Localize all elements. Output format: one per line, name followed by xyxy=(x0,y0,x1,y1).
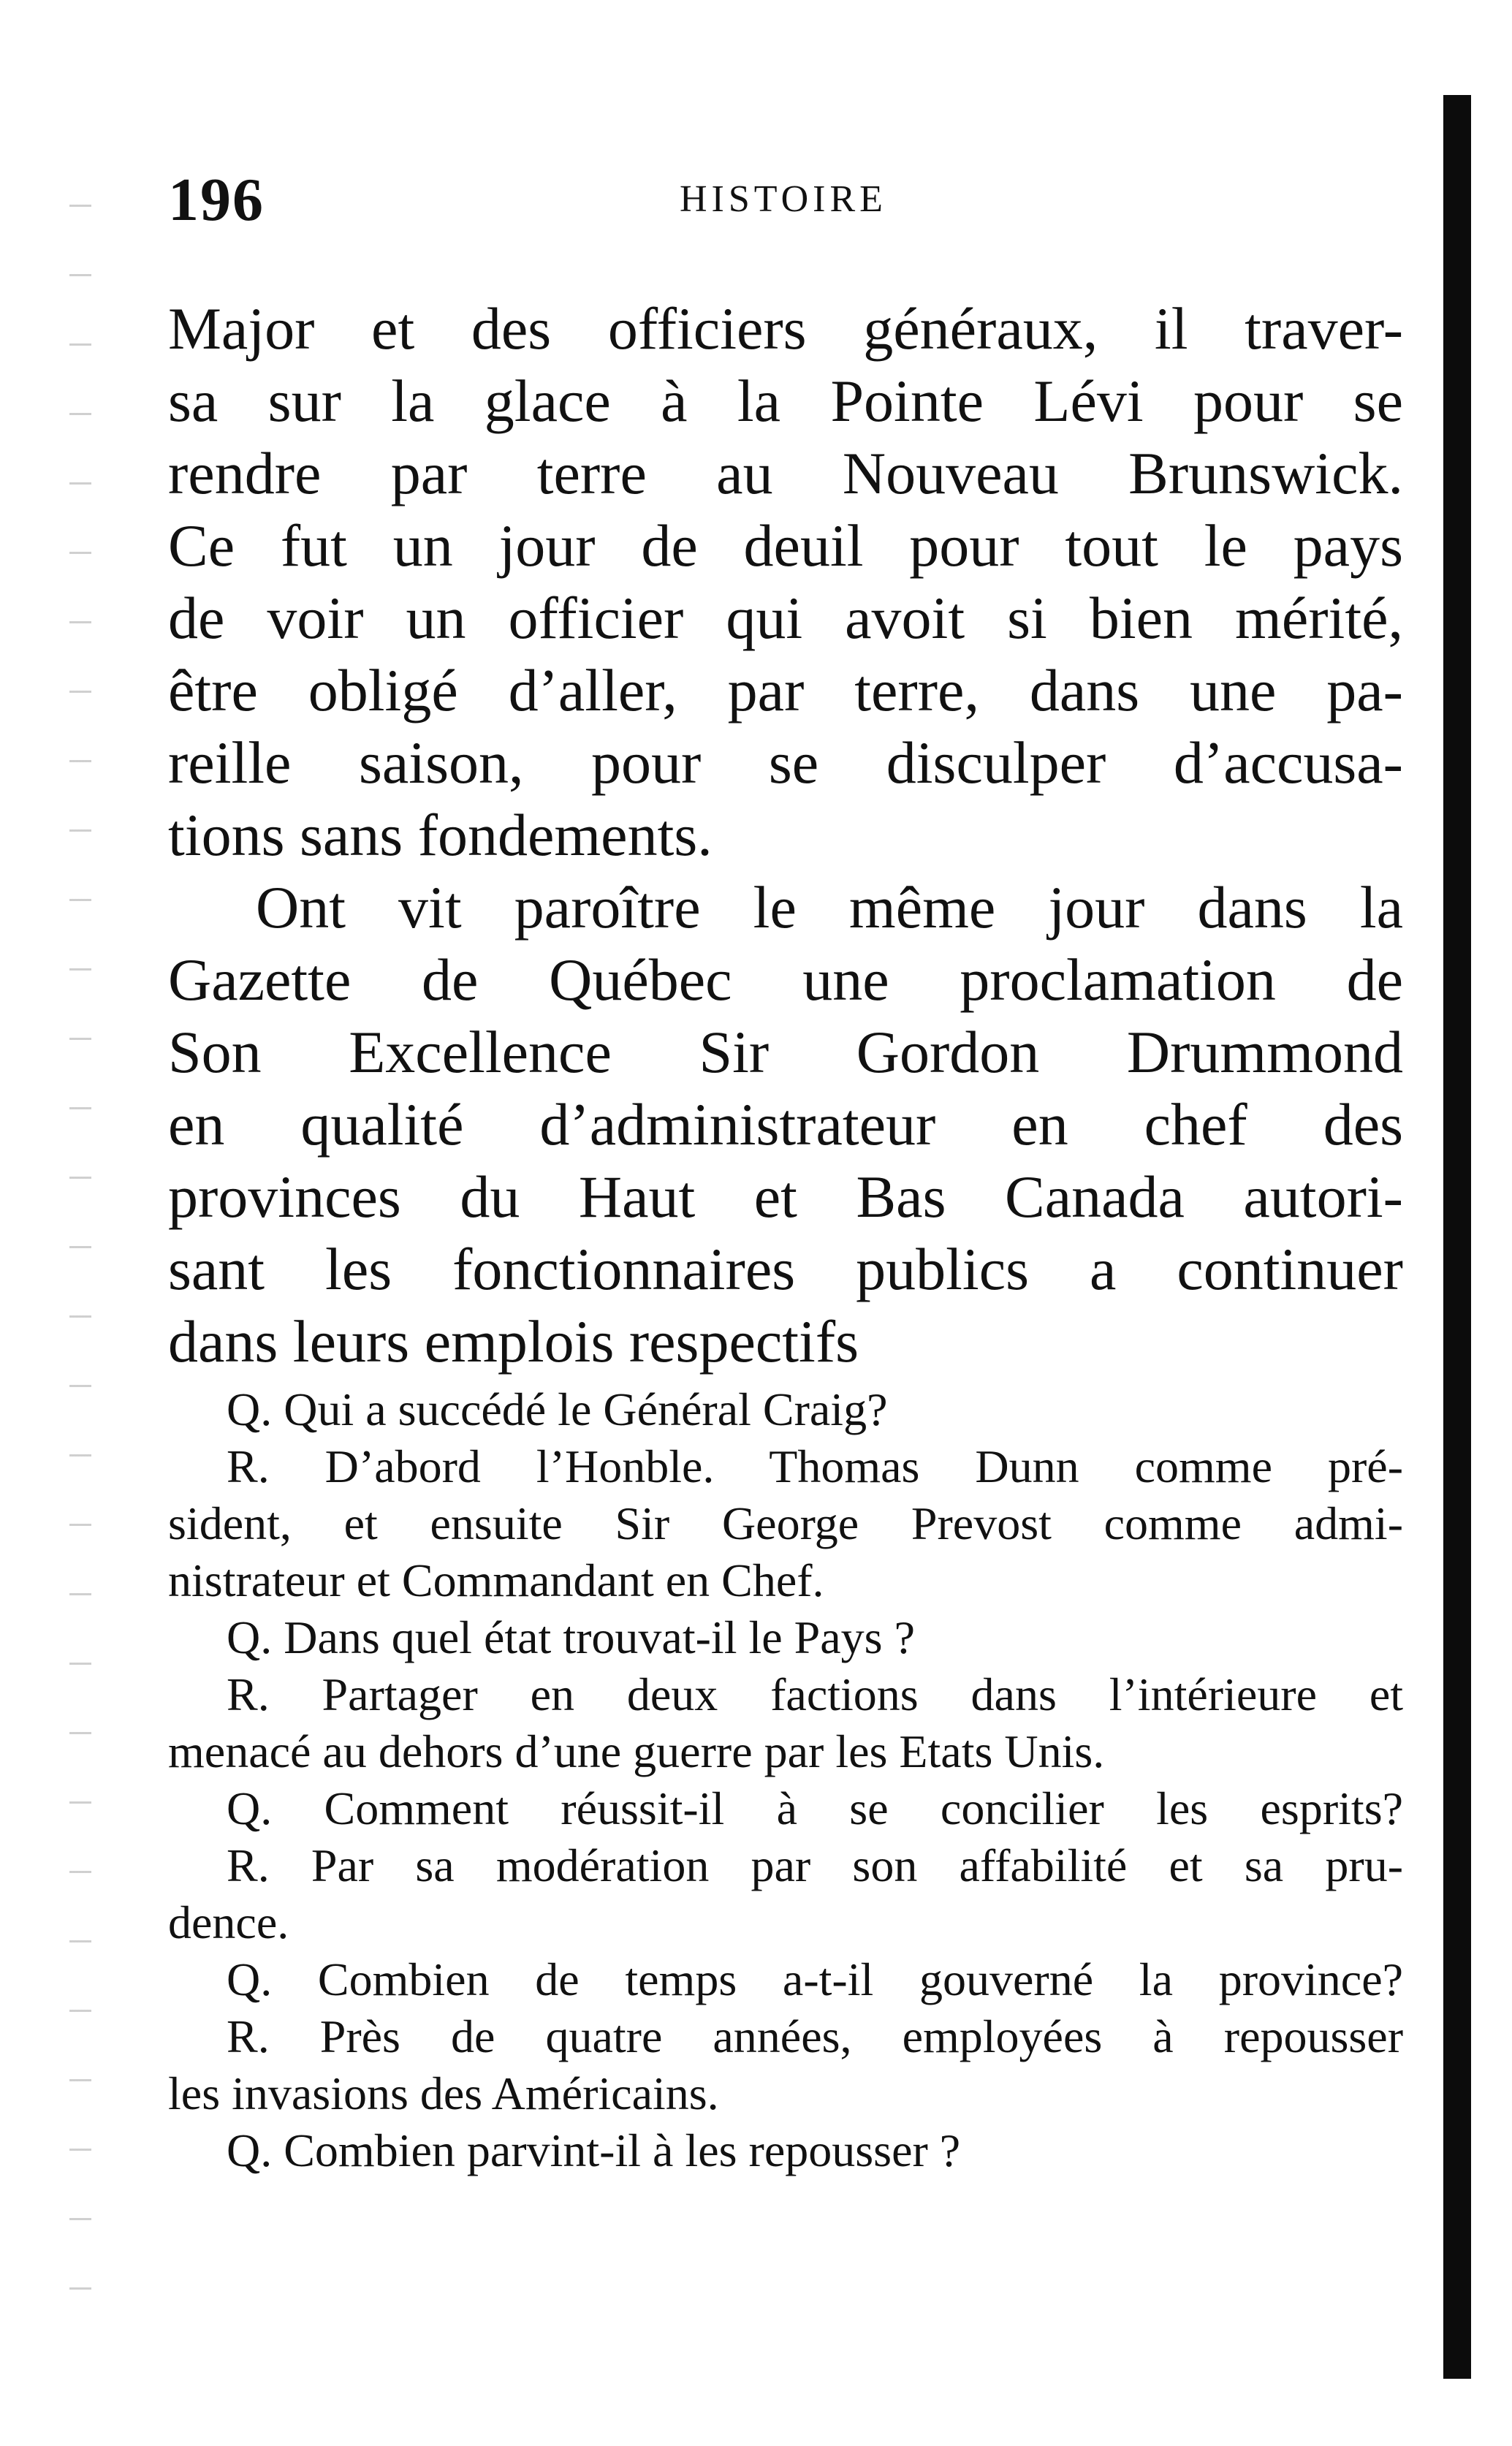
text-line: Major et des officiers généraux, il traver- xyxy=(168,295,1403,362)
text-line: reille saison, pour se disculper d’accusa- xyxy=(168,729,1403,796)
text-line: être obligé d’aller, par terre, dans une pa- xyxy=(168,657,1403,723)
text-line: sant les fonctionnaires publics a continuer xyxy=(168,1236,1403,1302)
margin-specks xyxy=(69,175,91,2353)
question-line: Q. Combien de temps a-t-il gouverné la province? xyxy=(227,1953,1403,2005)
answer-line: nistrateur et Commandant en Chef. xyxy=(168,1554,824,1606)
answer-line: R. Par sa modération par son affabilité et sa pru- xyxy=(227,1839,1403,1891)
text-line: Son Excellence Sir Gordon Drummond xyxy=(168,1019,1403,1085)
answer-line: menacé au dehors d’une guerre par les Etats Unis. xyxy=(168,1725,1105,1777)
question-line: Q. Combien parvint-il à les repousser ? xyxy=(227,2124,961,2176)
text-line: tions sans fondements. xyxy=(168,802,713,868)
text-line: Ce fut un jour de deuil pour tout le pays xyxy=(168,512,1403,579)
text-line: Gazette de Québec une proclamation de xyxy=(168,946,1403,1013)
answer-line: R. D’abord l’Honble. Thomas Dunn comme pré- xyxy=(227,1440,1403,1492)
answer-line: R. Partager en deux factions dans l’intérieure et xyxy=(227,1668,1403,1720)
answer-line: dence. xyxy=(168,1896,289,1948)
question-line: Q. Dans quel état trouvat-il le Pays ? xyxy=(227,1611,915,1663)
body-text xyxy=(168,292,1403,1378)
question-answer-section xyxy=(168,1381,1403,2179)
text-line: provinces du Haut et Bas Canada autori- xyxy=(168,1163,1403,1230)
text-line: dans leurs emplois respectifs xyxy=(168,1308,859,1375)
answer-line: sident, et ensuite Sir George Prevost comme admi- xyxy=(168,1497,1403,1549)
answer-line: R. Près de quatre années, employées à repousser xyxy=(227,2010,1403,2062)
answer-line: les invasions des Américains. xyxy=(168,2067,719,2119)
gutter-edge-bar xyxy=(1443,95,1471,2379)
page-header xyxy=(168,164,1410,234)
text-line: rendre par terre au Nouveau Brunswick. xyxy=(168,440,1403,506)
text-line: en qualité d’administrateur en chef des xyxy=(168,1091,1403,1158)
text-line: sa sur la glace à la Pointe Lévi pour se xyxy=(168,368,1403,434)
question-line: Q. Qui a succédé le Général Craig? xyxy=(227,1383,888,1435)
text-line: de voir un officier qui avoit si bien mérité, xyxy=(168,585,1403,651)
page-number: 196 xyxy=(168,166,265,234)
text-line: Ont vit paroître le même jour dans la xyxy=(256,874,1403,941)
running-title: HISTOIRE xyxy=(680,178,887,220)
question-line: Q. Comment réussit-il à se concilier les esprits? xyxy=(227,1782,1403,1834)
